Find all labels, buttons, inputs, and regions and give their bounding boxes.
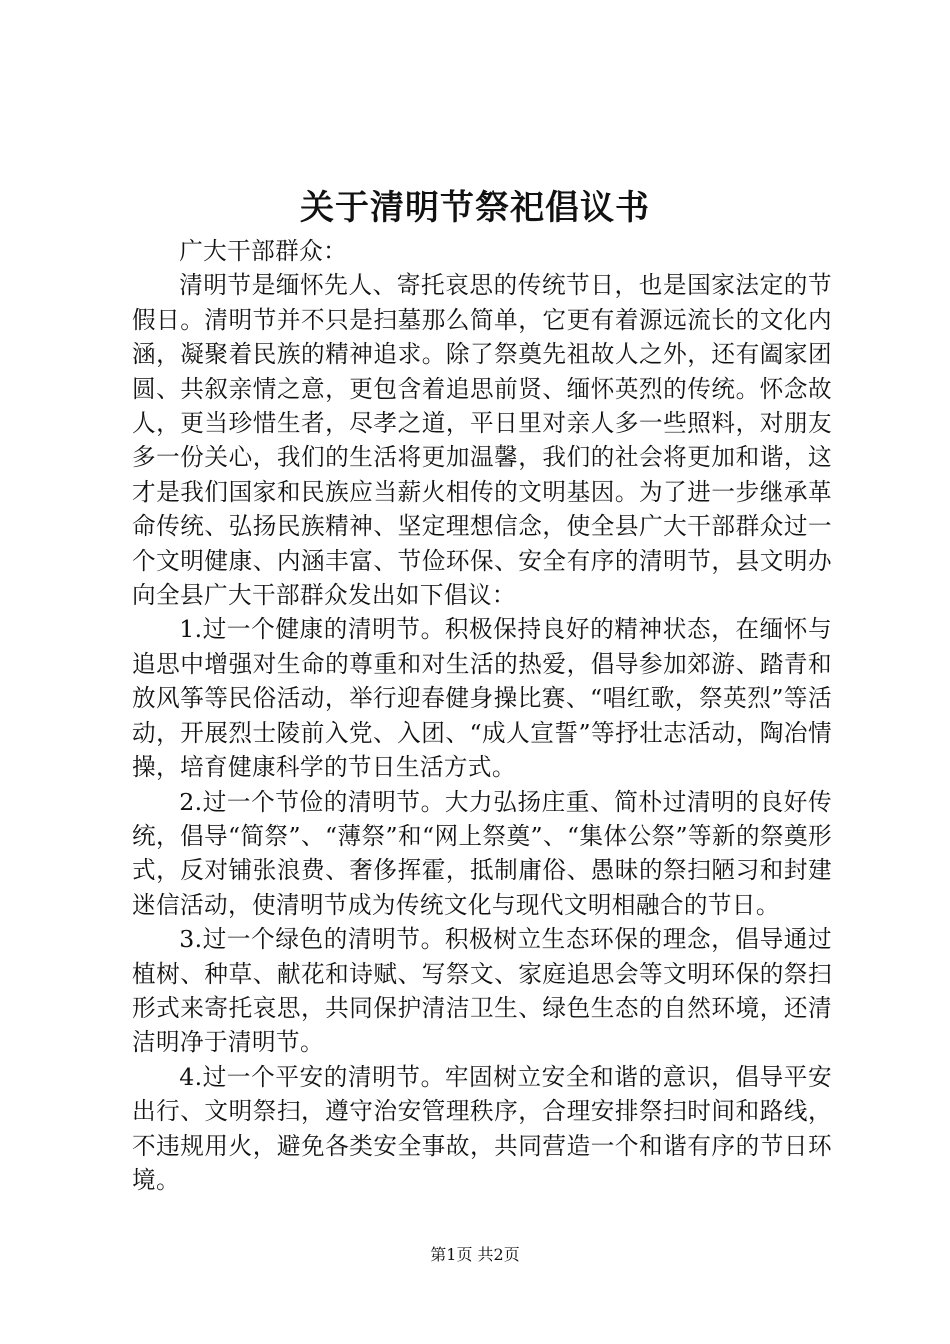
paragraph-item-1: 1.过一个健康的清明节。积极保持良好的精神状态，在缅怀与追思中增强对生命的尊重和对生活的热爱，倡导参加郊游、踏青和放风筝等民俗活动，举行迎春健身操比赛、“唱红歌，祭英烈”等活动，开展烈士陵前入党、入团、“成人宣誓”等抒壮志活动，陶冶情操，培育健康科学的节日生活方式。 — [132, 615, 832, 782]
document-title: 关于清明节祭祀倡议书 — [300, 188, 650, 228]
salutation: 广大干部群众： — [179, 237, 348, 265]
paragraph-intro: 清明节是缅怀先人、寄托哀思的传统节日，也是国家法定的节假日。清明节并不只是扫墓那么简单，它更有着源远流长的文化内涵，凝聚着民族的精神追求。除了祭奠先祖故人之外，还有阖家团圆、共叙亲情之意，更包含着追思前贤、缅怀英烈的传统。怀念故人，更当珍惜生者，尽孝之道，平日里对亲人多一些照料，对朋友多一份关心，我们的生活将更加温馨，我们的社会将更加和谐，这才是我们国家和民族应当薪火相传的文明基因。为了进一步继承革命传统、弘扬民族精神、坚定理想信念，使全县广大干部群众过一个文明健康、内涵丰富、节俭环保、安全有序的清明节，县文明办向全县广大干部群众发出如下倡议： — [132, 271, 832, 610]
paragraph-item-4: 4.过一个平安的清明节。牢固树立安全和谐的意识，倡导平安出行、文明祭扫，遵守治安管理秩序，合理安排祭扫时间和路线，不违规用火，避免各类安全事故，共同营造一个和谐有序的节日环境。 — [132, 1062, 832, 1194]
document-body — [132, 234, 832, 1197]
paragraph-item-3: 3.过一个绿色的清明节。积极树立生态环保的理念，倡导通过植树、种草、献花和诗赋、写祭文、家庭追思会等文明环保的祭扫形式来寄托哀思，共同保护清洁卫生、绿色生态的自然环境，还清洁明净于清明节。 — [132, 925, 832, 1057]
paragraph-item-2: 2.过一个节俭的清明节。大力弘扬庄重、简朴过清明的良好传统，倡导“简祭”、“薄祭”和“网上祭奠”、“集体公祭”等新的祭奠形式，反对铺张浪费、奢侈挥霍，抵制庸俗、愚昧的祭扫陋习和封建迷信活动，使清明节成为传统文化与现代文明相融合的节日。 — [132, 787, 832, 919]
page-indicator: 第1页 共2页 — [430, 1245, 520, 1264]
